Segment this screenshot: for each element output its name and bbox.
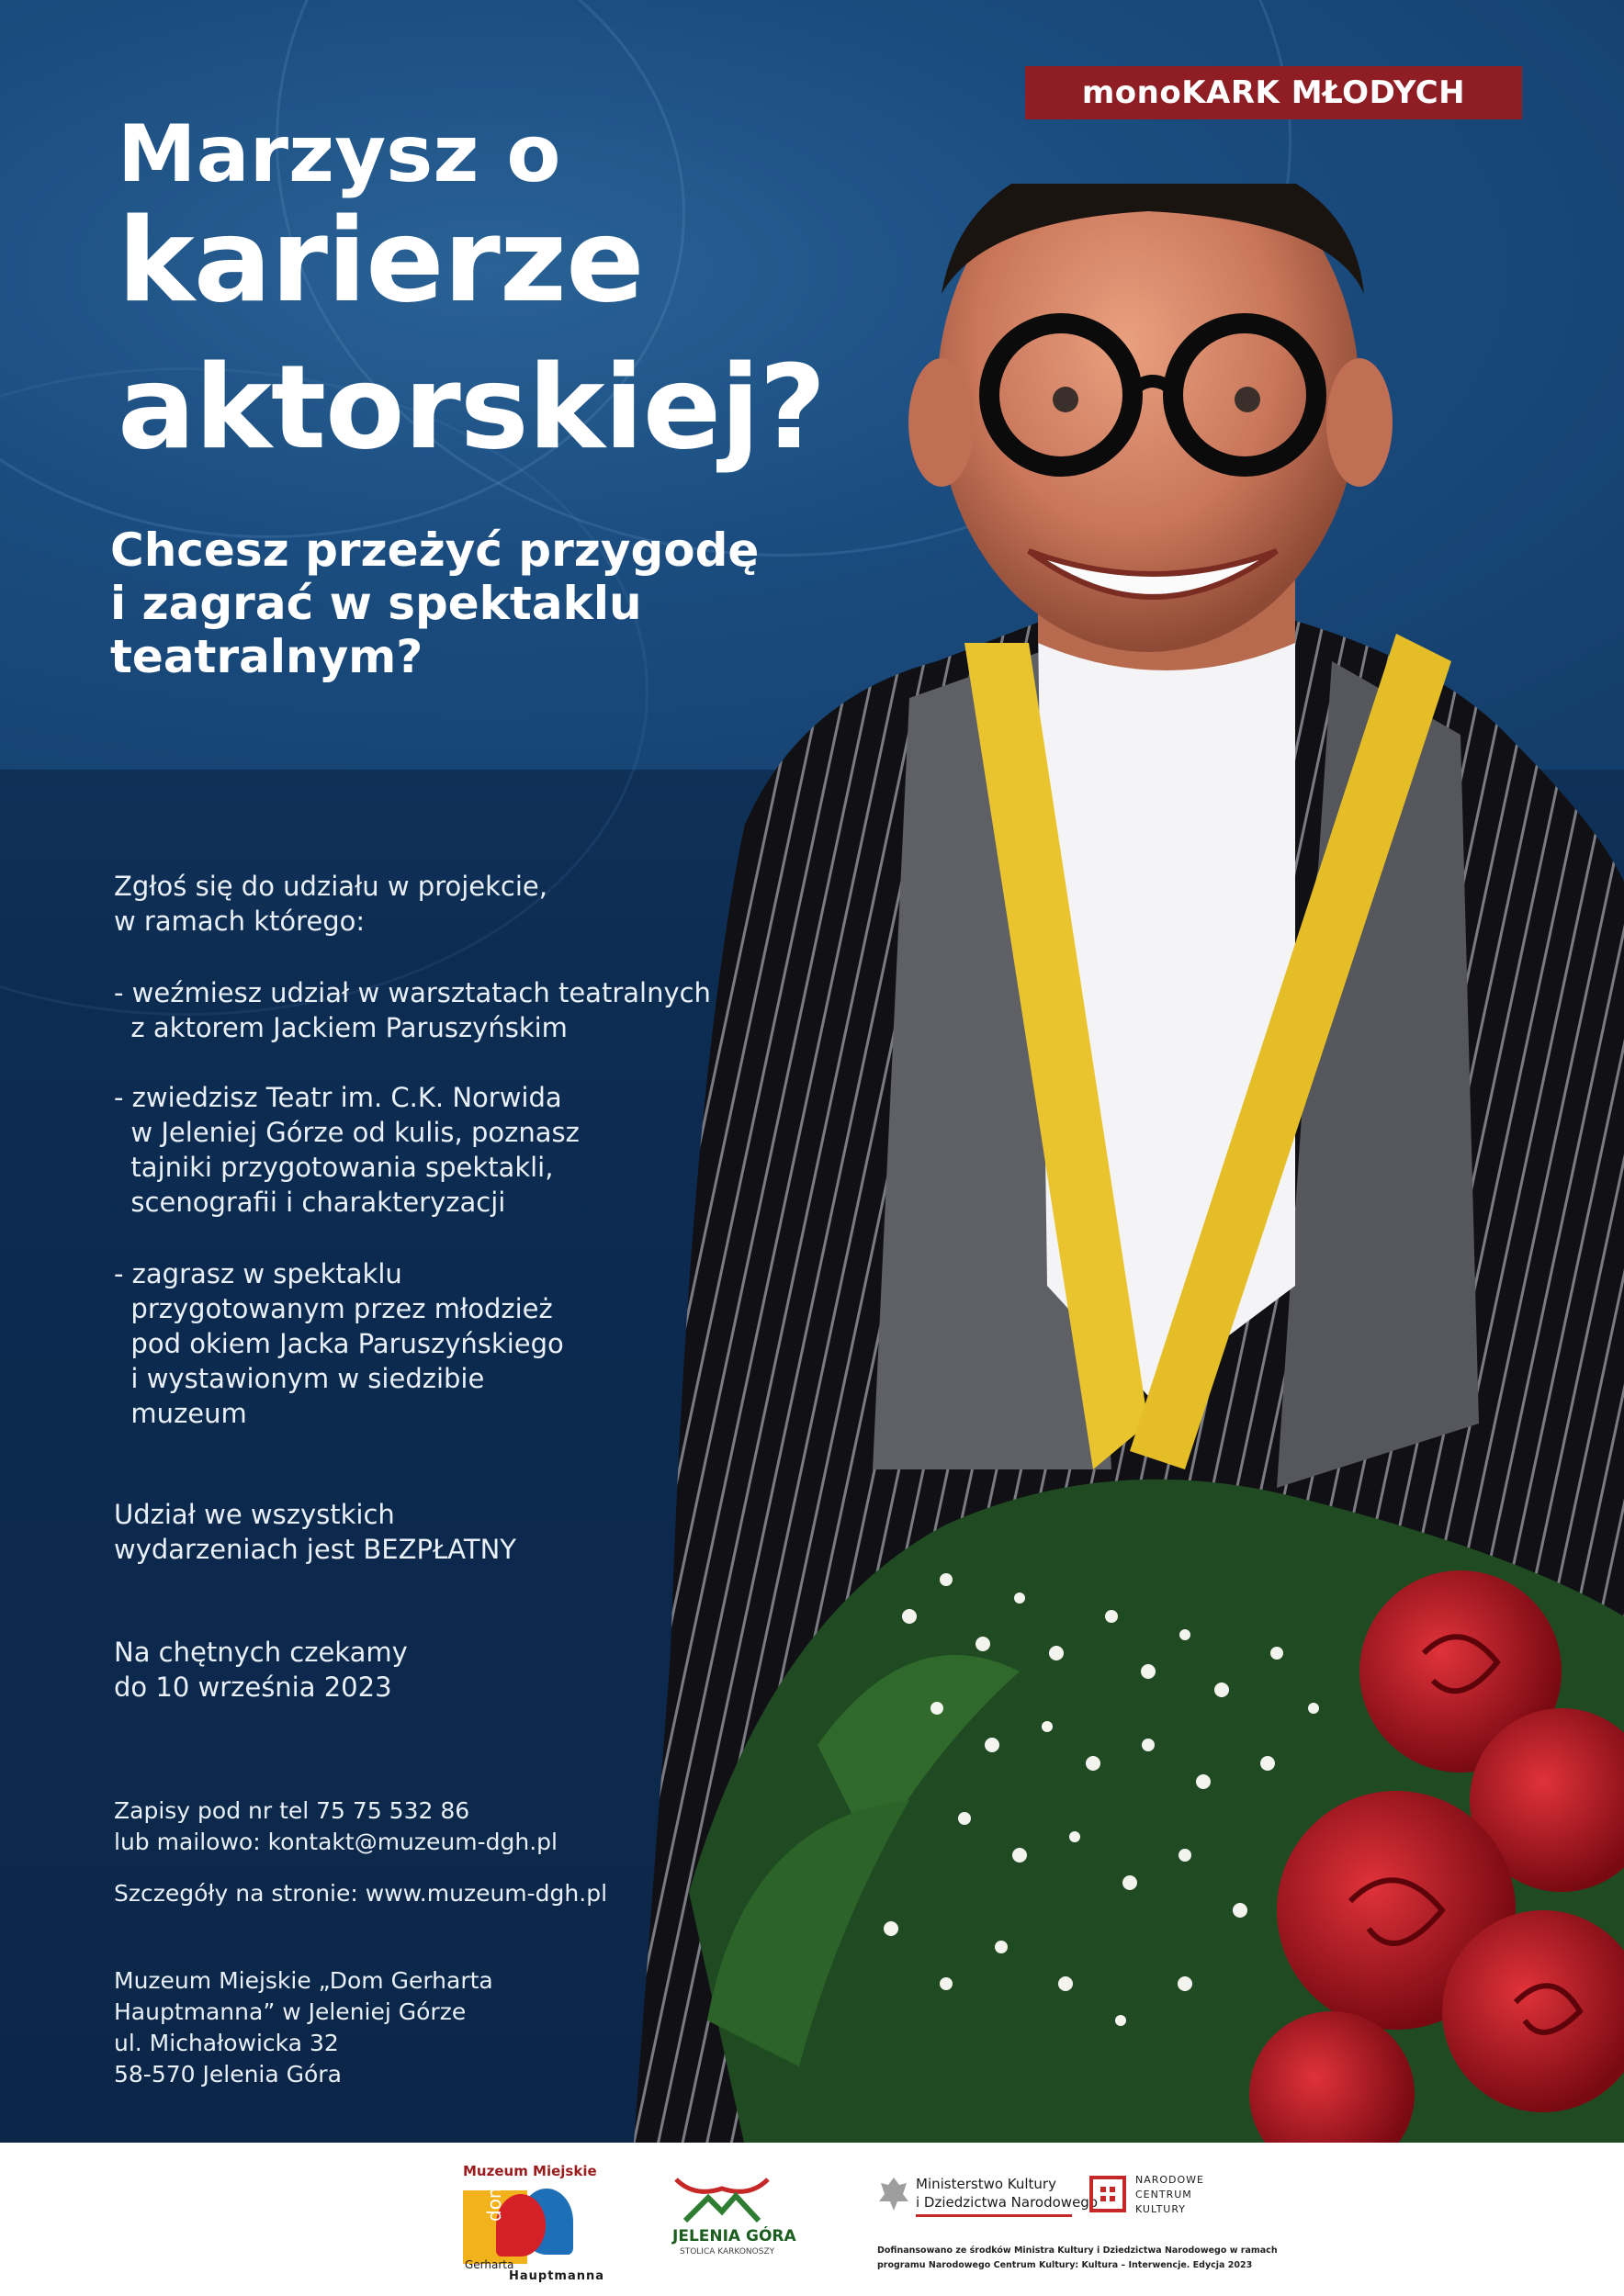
nck-line: KULTURY [1135,2203,1187,2215]
contact-email[interactable]: lub mailowo: kontakt@muzeum-dgh.pl [114,1829,558,1855]
free-participation-note [114,1497,516,1567]
museum-logo [456,2163,612,2284]
note-line: wydarzeniach jest BEZPŁATNY [114,1534,516,1565]
sponsor-footer [0,2143,1624,2296]
deadline-note [114,1635,408,1705]
intro-line: Zgłoś się do udziału w projekcie, [114,871,547,902]
ministry-underline [916,2214,1072,2217]
bullet-workshops [114,975,711,1045]
intro-line: w ramach którego: [114,906,366,937]
eagle-emblem-icon [877,2174,910,2214]
bullet-line: - zagrasz w spektaklu [114,1258,402,1289]
bullet-line: pod okiem Jacka Paruszyńskiego [114,1328,564,1359]
bullet-line: przygotowanym przez młodzież [114,1293,553,1324]
note-line: Na chętnych czekamy [114,1637,408,1668]
bullet-line: w Jeleniej Górze od kulis, poznasz [114,1117,580,1148]
website-link[interactable]: Szczegóły na stronie: www.muzeum-dgh.pl [114,1880,608,1907]
bullet-line: - zwiedzisz Teatr im. C.K. Norwida [114,1082,562,1113]
website-info[interactable] [114,1878,607,1909]
contact-phone: Zapisy pod nr tel 75 75 532 86 [114,1797,470,1824]
jelenia-gora-subtitle: STOLICA KARKONOSZY [680,2247,775,2257]
project-badge: monoKARK MŁODYCH [1025,66,1522,119]
subheadline [110,523,827,683]
ministry-line: Ministerstwo Kultury [916,2176,1056,2192]
bullet-line: z aktorem Jackiem Paruszyńskim [114,1012,568,1043]
funding-note-line: Dofinansowano ze środków Ministra Kultury i Dziedzictwa Narodowego w ramach [877,2245,1278,2256]
antlers-icon [667,2170,777,2225]
subheadline-line: i zagrać w spektaklu [110,577,642,630]
headline-line-3: aktorskiej? [118,340,826,475]
museum-logo-gerharta: Gerharta [465,2258,514,2271]
museum-logo-hauptmanna: Hauptmanna [509,2269,605,2283]
headline-line-2: karierze [118,193,644,328]
bullet-line: - weźmiesz udział w warsztatach teatralnych [114,977,711,1008]
bullet-performance [114,1256,564,1431]
jelenia-gora-logo [667,2170,796,2280]
nck-line: CENTRUM [1135,2189,1192,2200]
headline-line-1: Marzysz o [118,108,561,200]
museum-address [114,1965,493,2090]
actor-photo [634,184,1624,2143]
nck-emblem-icon [1089,2176,1126,2212]
bullet-theatre-tour [114,1080,580,1220]
ministry-logo [877,2170,1098,2225]
bullet-line: i wystawionym w siedzibie [114,1363,485,1394]
note-line: do 10 września 2023 [114,1671,392,1703]
nck-line: NARODOWE [1135,2174,1205,2186]
museum-logo-title: Muzeum Miejskie [463,2163,597,2179]
bullet-line: scenografii i charakteryzacji [114,1187,506,1218]
intro-text [114,869,547,939]
address-line: 58-570 Jelenia Góra [114,2061,342,2088]
address-line: Hauptmanna” w Jeleniej Górze [114,1998,467,2025]
jelenia-gora-title: JELENIA GÓRA [672,2227,796,2245]
bullet-line: tajniki przygotowania spektakli, [114,1152,554,1183]
museum-logo-dom: dom [483,2180,505,2222]
note-line: Udział we wszystkich [114,1499,395,1530]
bullet-line: muzeum [114,1398,247,1429]
address-line: ul. Michałowicka 32 [114,2030,339,2056]
nck-logo [1089,2170,1209,2225]
funding-note-line: programu Narodowego Centrum Kultury: Kultura – Interwencje. Edycja 2023 [877,2260,1253,2270]
contact-info [114,1795,558,1858]
address-line: Muzeum Miejskie „Dom Gerharta [114,1967,493,1994]
ministry-line: i Dziedzictwa Narodowego [916,2194,1098,2211]
subheadline-line: teatralnym? [110,630,423,683]
subheadline-line: Chcesz przeżyć przygodę [110,523,760,577]
